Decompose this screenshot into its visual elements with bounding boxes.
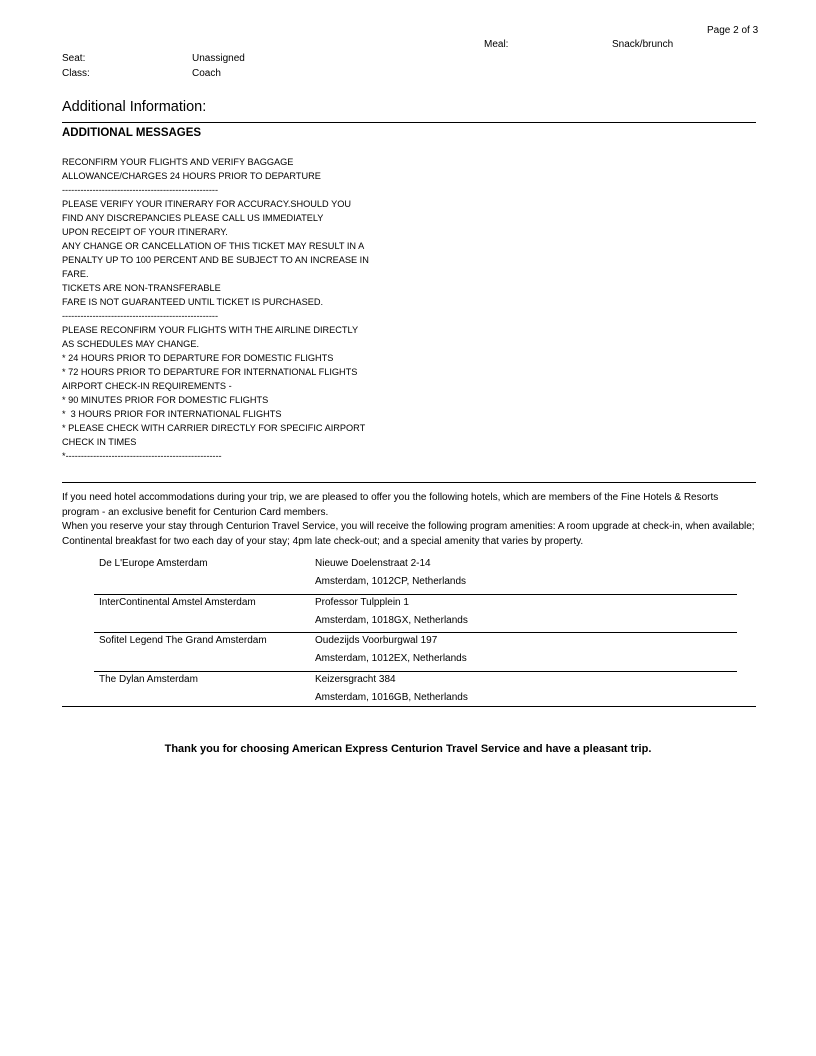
additional-messages	[62, 155, 482, 463]
hotel-row	[94, 633, 737, 672]
page-number: Page 2 of 3	[707, 25, 759, 36]
closing-message: Thank you for choosing American Express Centurion Travel Service and have a pleasant trip.	[164, 743, 652, 755]
hotel-street: Professor Tulpplein 1	[315, 596, 409, 608]
message-line: * 90 MINUTES PRIOR FOR DOMESTIC FLIGHTS	[62, 395, 269, 405]
message-line: FARE.	[62, 269, 89, 279]
seat-label: Seat:	[62, 53, 86, 64]
message-line: ALLOWANCE/CHARGES 24 HOURS PRIOR TO DEPARTURE	[62, 171, 321, 181]
hotel-intro-paragraph: If you need hotel accommodations during your trip, we are pleased to offer you the following hotels, which are members of the Fine Hotels & Resorts program - an exclusive benefit for Centurion Card members.	[62, 492, 719, 518]
hotel-street: Oudezijds Voorburgwal 197	[315, 635, 438, 646]
divider	[62, 706, 756, 707]
hotel-name: The Dylan Amsterdam	[99, 673, 198, 685]
message-line: * 3 HOURS PRIOR FOR INTERNATIONAL FLIGHTS	[62, 409, 282, 419]
hotel-row	[94, 595, 737, 634]
hotel-street: Keizersgracht 384	[315, 673, 396, 685]
message-line: * 72 HOURS PRIOR TO DEPARTURE FOR INTERNATIONAL FLIGHTS	[62, 367, 358, 377]
message-line: CHECK IN TIMES	[62, 437, 137, 447]
hotel-intro	[62, 491, 756, 549]
message-line: TICKETS ARE NON-TRANSFERABLE	[62, 283, 221, 293]
hotel-name: InterContinental Amstel Amsterdam	[99, 596, 256, 608]
class-value: Coach	[192, 68, 221, 79]
message-line: PLEASE RECONFIRM YOUR FLIGHTS WITH THE AIRLINE DIRECTLY	[62, 325, 359, 335]
hotel-name: De L'Europe Amsterdam	[99, 558, 208, 569]
additional-info-title: Additional Information:	[62, 99, 207, 115]
hotel-table	[94, 556, 737, 709]
message-line: PENALTY UP TO 100 PERCENT AND BE SUBJECT TO AN INCREASE IN	[62, 255, 369, 265]
message-line: AS SCHEDULES MAY CHANGE.	[62, 339, 199, 349]
message-line: AIRPORT CHECK-IN REQUIREMENTS -	[62, 381, 232, 391]
message-line: FARE IS NOT GUARANTEED UNTIL TICKET IS PURCHASED.	[62, 297, 324, 307]
hotel-city: Amsterdam, 1016GB, Netherlands	[315, 691, 468, 703]
message-line: RECONFIRM YOUR FLIGHTS AND VERIFY BAGGAGE	[62, 157, 294, 167]
hotel-row	[94, 672, 737, 710]
hotel-street: Nieuwe Doelenstraat 2-14	[315, 558, 431, 569]
message-line: UPON RECEIPT OF YOUR ITINERARY.	[62, 227, 228, 237]
message-line: *---------------------------------------------------	[62, 451, 222, 461]
hotel-intro-paragraph: When you reserve your stay through Centurion Travel Service, you will receive the following program amenities: A room upgrade at check-in, when available; Continental breakfast for two each day of your stay; 4pm late check-out; and a special amenity that varies by property.	[62, 521, 755, 547]
hotel-name: Sofitel Legend The Grand Amsterdam	[99, 635, 267, 646]
additional-messages-heading: ADDITIONAL MESSAGES	[62, 127, 202, 139]
hotel-city: Amsterdam, 1012CP, Netherlands	[315, 576, 467, 587]
hotel-city: Amsterdam, 1018GX, Netherlands	[315, 614, 468, 626]
hotel-city: Amsterdam, 1012EX, Netherlands	[315, 653, 467, 664]
class-label: Class:	[62, 68, 90, 79]
message-line: PLEASE VERIFY YOUR ITINERARY FOR ACCURACY.SHOULD YOU	[62, 199, 351, 209]
meal-value: Snack/brunch	[612, 39, 674, 50]
seat-value: Unassigned	[192, 53, 245, 64]
message-line: * PLEASE CHECK WITH CARRIER DIRECTLY FOR SPECIFIC AIRPORT	[62, 423, 366, 433]
message-line: ANY CHANGE OR CANCELLATION OF THIS TICKET MAY RESULT IN A	[62, 241, 365, 251]
divider	[62, 482, 756, 483]
message-line: ---------------------------------------------------	[62, 311, 219, 321]
divider	[62, 122, 756, 123]
hotel-row	[94, 556, 737, 595]
message-line: ---------------------------------------------------	[62, 185, 219, 195]
message-line: * 24 HOURS PRIOR TO DEPARTURE FOR DOMESTIC FLIGHTS	[62, 353, 334, 363]
meal-label: Meal:	[484, 39, 509, 50]
message-line: FIND ANY DISCREPANCIES PLEASE CALL US IMMEDIATELY	[62, 213, 324, 223]
